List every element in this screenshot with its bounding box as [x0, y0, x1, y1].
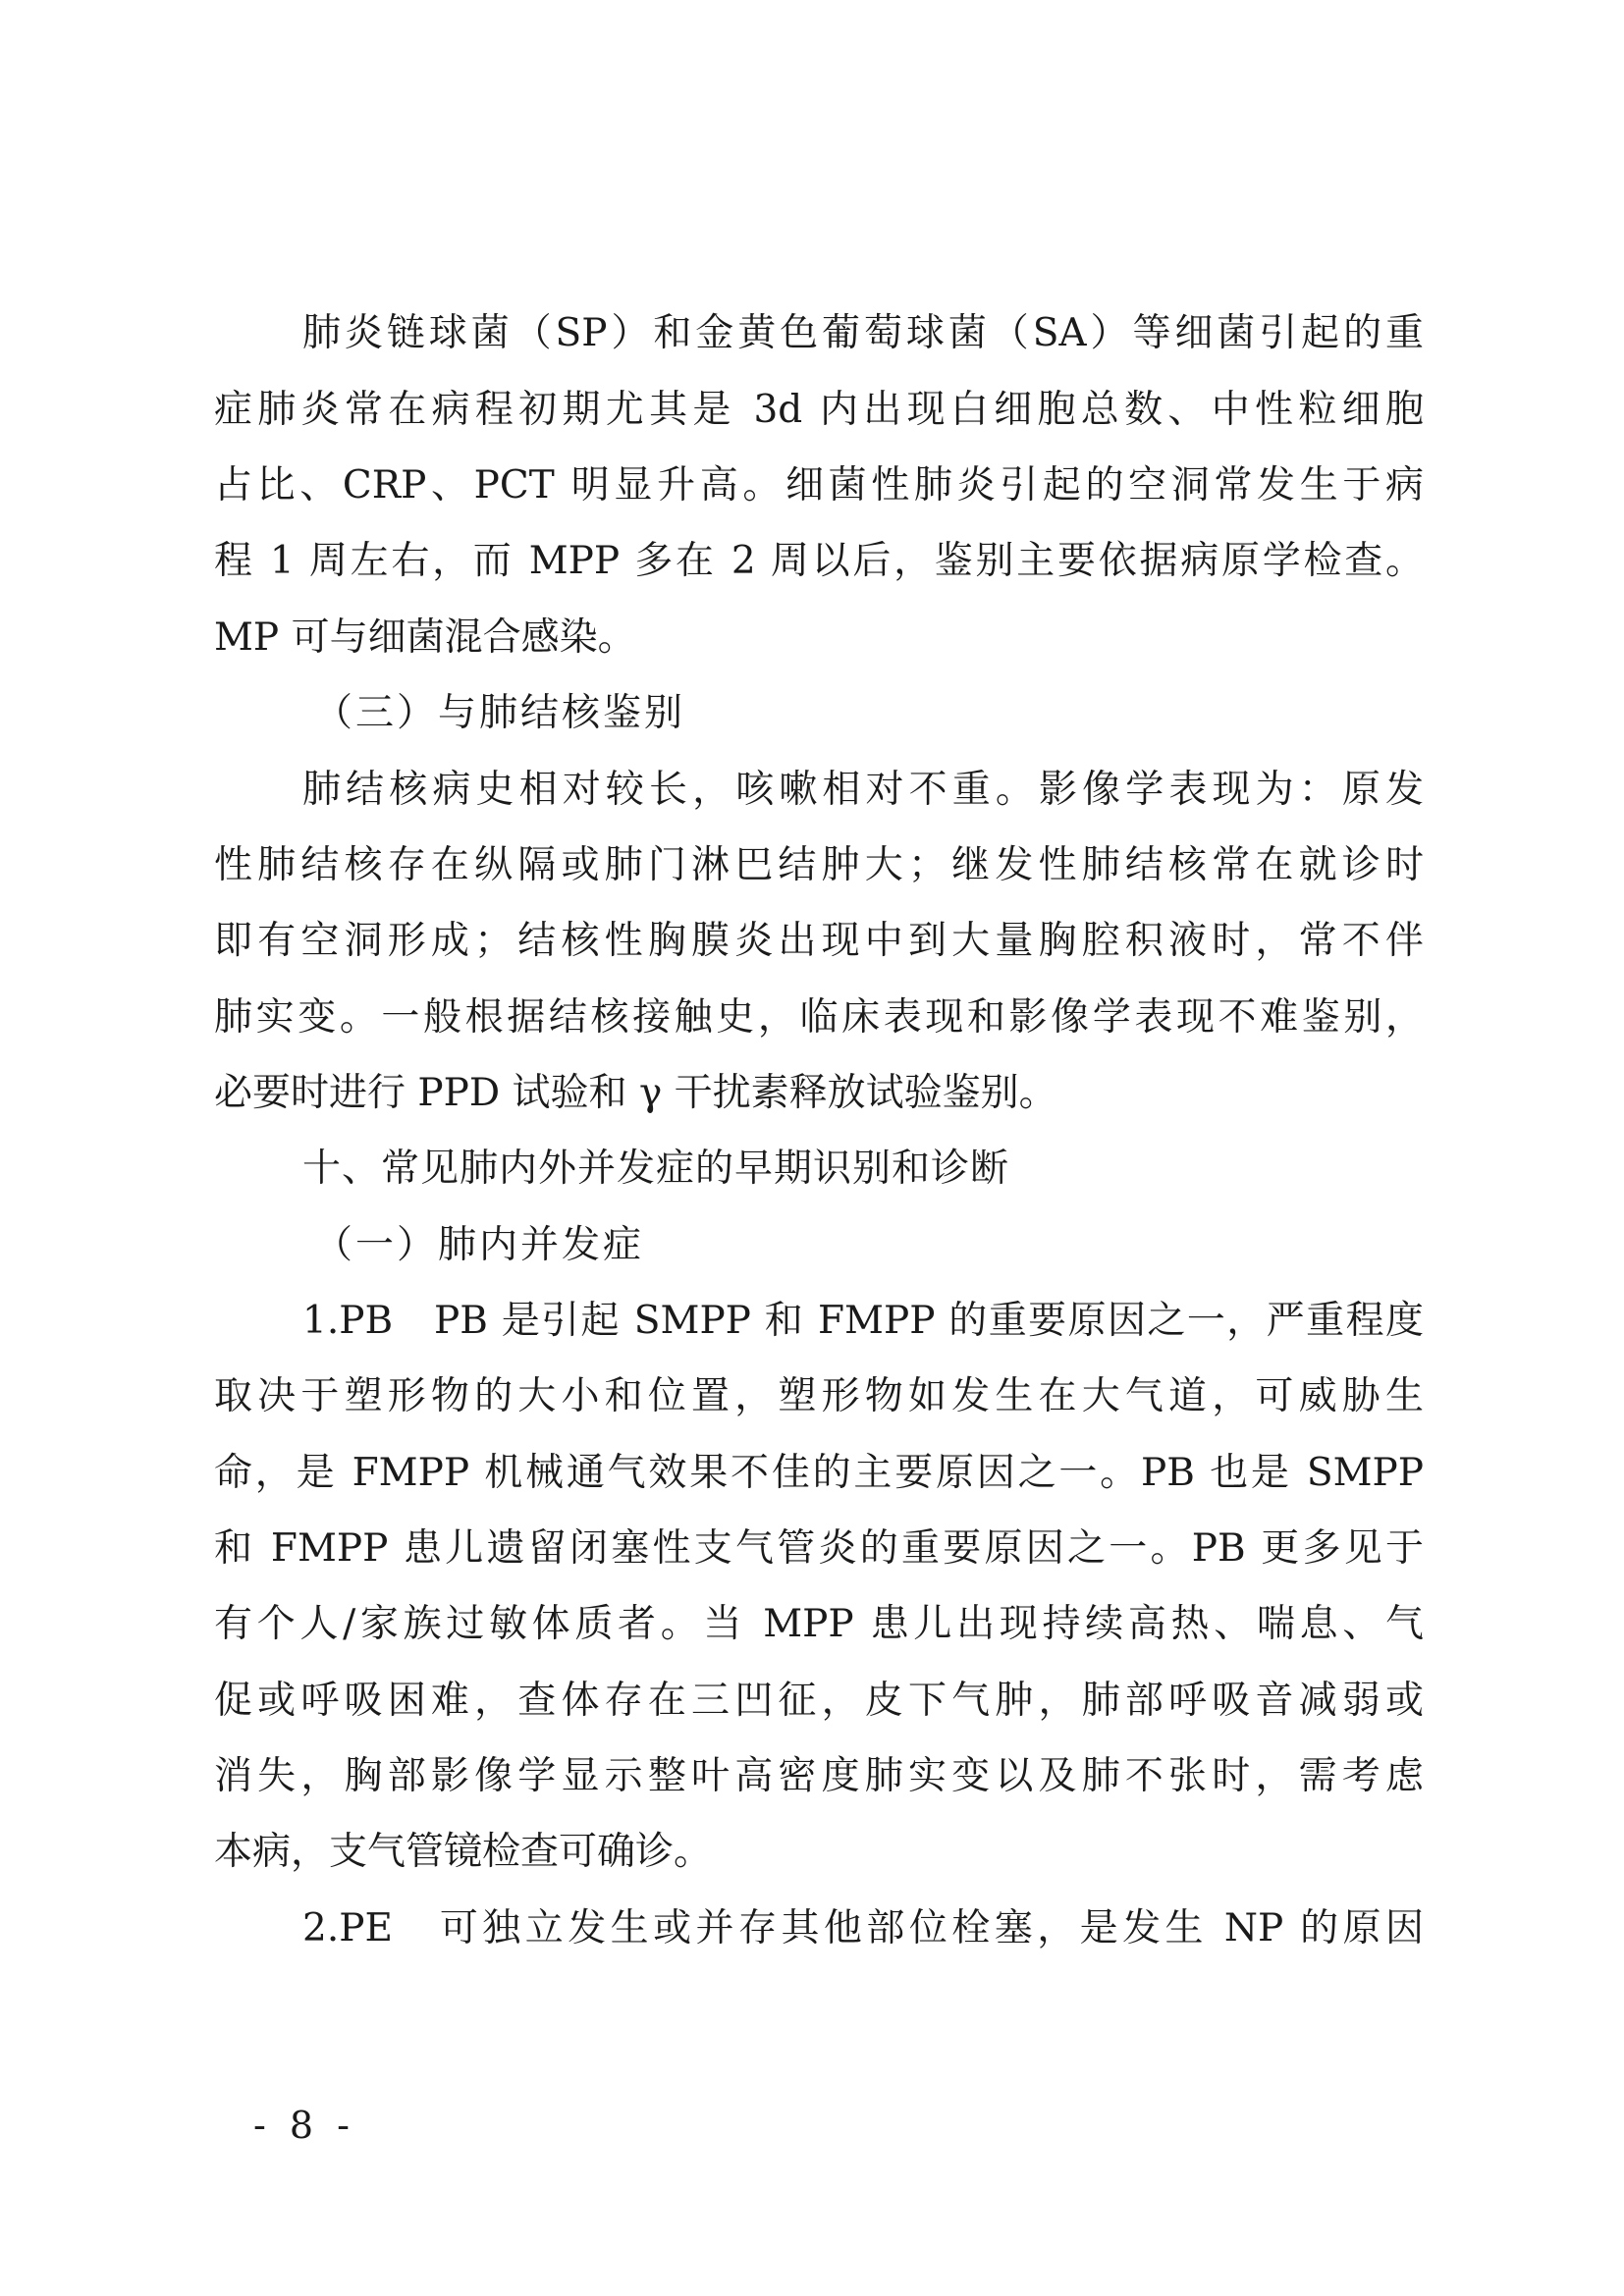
paragraph-line: 取决于塑形物的大小和位置，塑形物如发生在大气道，可威胁生 — [214, 1374, 1424, 1418]
paragraph-line: 必要时进行 PPD 试验和 γ 干扰素释放试验鉴别。 — [214, 1071, 1057, 1115]
section-heading-1: （一）肺内并发症 — [314, 1223, 645, 1267]
paragraph-line: 消失，胸部影像学显示整叶高密度肺实变以及肺不张时，需考虑 — [214, 1754, 1424, 1798]
paragraph-line: 占比、CRP、PCT 明显升高。细菌性肺炎引起的空洞常发生于病 — [214, 463, 1424, 507]
paragraph-line: 促或呼吸困难，查体存在三凹征，皮下气肿，肺部呼吸音减弱或 — [214, 1679, 1424, 1723]
paragraph-line: 本病，支气管镜检查可确诊。 — [214, 1830, 713, 1874]
paragraph-line: 程 1 周左右，而 MPP 多在 2 周以后，鉴别主要依据病原学检查。 — [214, 539, 1424, 583]
paragraph-line: MP 可与细菌混合感染。 — [214, 615, 636, 660]
chapter-heading: 十、常见肺内外并发症的早期识别和诊断 — [302, 1147, 1010, 1191]
paragraph-line: 有个人/家族过敏体质者。当 MPP 患儿出现持续高热、喘息、气 — [214, 1602, 1424, 1646]
paragraph-line: 1.PB PB 是引起 SMPP 和 FMPP 的重要原因之一，严重程度 — [302, 1299, 1424, 1343]
paragraph-line: 性肺结核存在纵隔或肺门淋巴结肿大；继发性肺结核常在就诊时 — [214, 843, 1424, 887]
page-number: - 8 - — [253, 2104, 356, 2147]
paragraph-line: 肺实变。一般根据结核接触史，临床表现和影像学表现不难鉴别， — [214, 995, 1424, 1040]
paragraph-line: 即有空洞形成；结核性胸膜炎出现中到大量胸腔积液时，常不伴 — [214, 919, 1424, 963]
paragraph-line: 肺结核病史相对较长，咳嗽相对不重。影像学表现为：原发 — [302, 768, 1424, 812]
paragraph-line: 肺炎链球菌（SP）和金黄色葡萄球菌（SA）等细菌引起的重 — [302, 311, 1424, 355]
section-heading-3: （三）与肺结核鉴别 — [314, 691, 686, 735]
paragraph-line: 症肺炎常在病程初期尤其是 3d 内出现白细胞总数、中性粒细胞 — [214, 388, 1424, 432]
paragraph-line: 命，是 FMPP 机械通气效果不佳的主要原因之一。PB 也是 SMPP — [214, 1451, 1424, 1495]
paragraph-line: 和 FMPP 患儿遗留闭塞性支气管炎的重要原因之一。PB 更多见于 — [214, 1526, 1424, 1571]
paragraph-line: 2.PE 可独立发生或并存其他部位栓塞，是发生 NP 的原因 — [302, 1906, 1424, 1950]
